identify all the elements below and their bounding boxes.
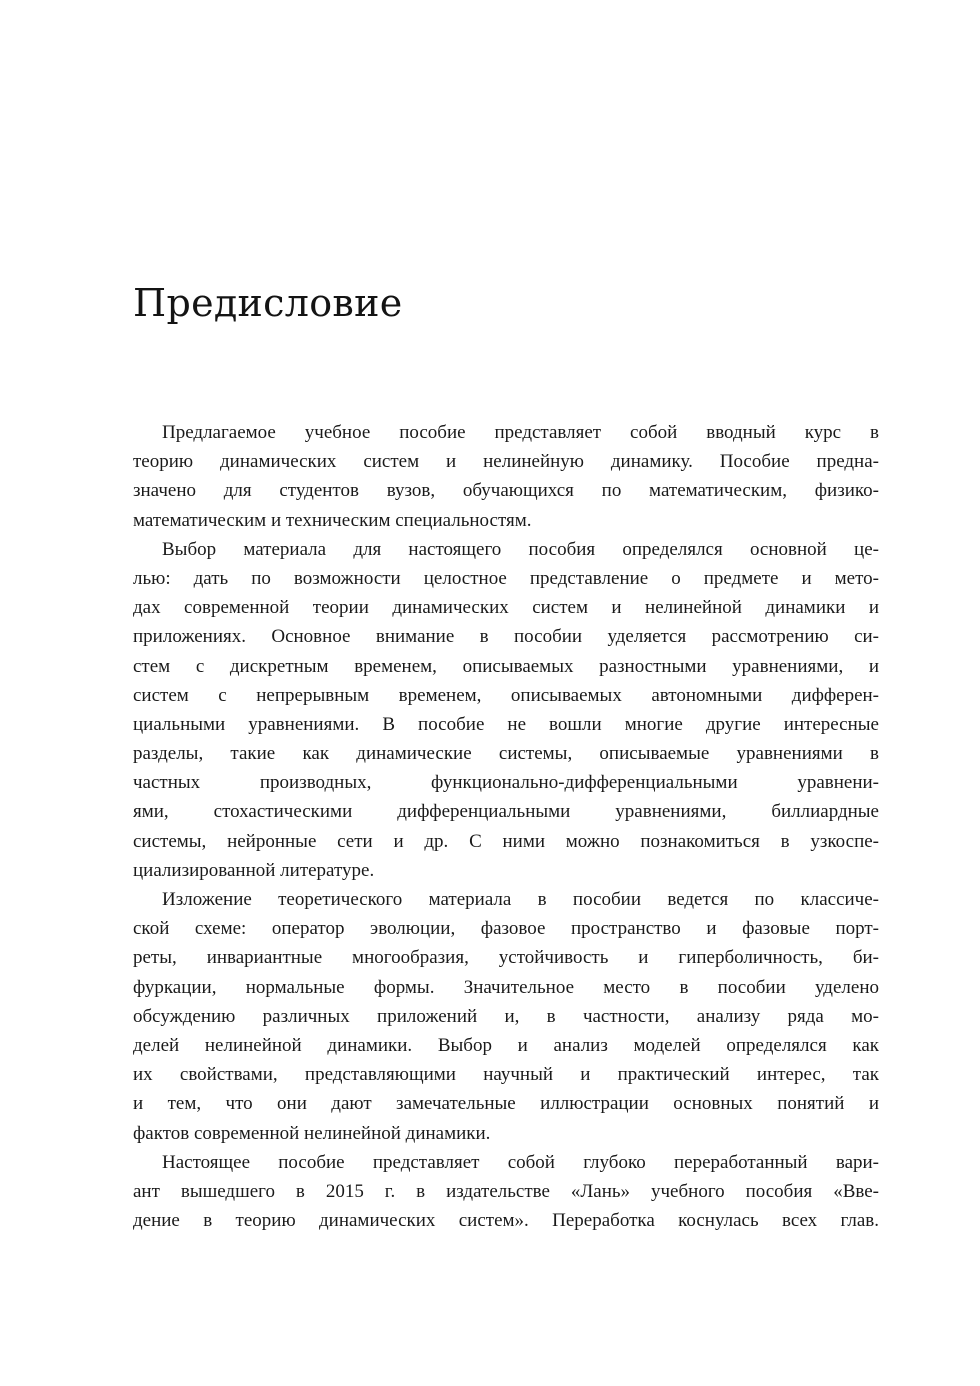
text-line: ской схеме: оператор эволюции, фазовое пространство и фазовые порт-	[133, 918, 879, 940]
paragraph-2	[133, 535, 879, 885]
text-line: стем с дискретным временем, описываемых разностными уравнениями, и	[133, 655, 879, 677]
text-line: циализированной литературе.	[133, 859, 375, 881]
text-line: значено для студентов вузов, обучающихся по математическим, физико-	[133, 480, 879, 502]
text-line: математическим и техническим специальностям.	[133, 509, 532, 531]
text-line: циальными уравнениями. В пособие не вошли многие другие интересные	[133, 713, 879, 735]
body-text	[133, 418, 879, 1235]
text-line: реты, инвариантные многообразия, устойчивость и гиперболичность, би-	[133, 947, 879, 969]
text-line: Предлагаемое учебное пособие представляет собой вводный курс в	[162, 422, 879, 443]
text-line: разделы, такие как динамические системы, описываемые уравнениями в	[133, 743, 879, 765]
paragraph-3	[133, 885, 879, 1148]
text-line: теорию динамических систем и нелинейную динамику. Пособие предна-	[133, 451, 879, 473]
text-line: их свойствами, представляющими научный и практический интерес, так	[133, 1064, 879, 1086]
paragraph-1	[133, 418, 879, 535]
text-line: фуркации, нормальные формы. Значительное место в пособии уделено	[133, 976, 879, 998]
text-line: лью: дать по возможности целостное представление о предмете и мето-	[133, 567, 879, 589]
text-line: дение в теорию динамических систем». Переработка коснулась всех глав.	[133, 1210, 879, 1232]
text-line: и тем, что они дают замечательные иллюстрации основных понятий и	[133, 1093, 879, 1115]
text-line: Изложение теоретического материала в пособии ведется по классиче-	[162, 889, 879, 910]
text-line: ант вышедшего в 2015 г. в издательстве «Лань» учебного пособия «Вве-	[133, 1180, 879, 1202]
text-line: частных производных, функционально-дифференциальными уравнени-	[133, 772, 879, 794]
text-line: ями, стохастическими дифференциальными уравнениями, биллиардные	[133, 801, 879, 823]
text-line: Выбор материала для настоящего пособия определялся основной це-	[162, 538, 879, 560]
text-line: дах современной теории динамических систем и нелинейной динамики и	[133, 597, 879, 619]
text-line: систем с непрерывным временем, описываемых автономными дифферен-	[133, 684, 879, 706]
text-line: фактов современной нелинейной динамики.	[133, 1122, 491, 1144]
text-line: делей нелинейной динамики. Выбор и анализ моделей определялся как	[133, 1034, 879, 1056]
text-line: приложениях. Основное внимание в пособии уделяется рассмотрению си-	[133, 626, 879, 648]
text-line: Настоящее пособие представляет собой глубоко переработанный вари-	[162, 1151, 879, 1173]
chapter-title: Предисловие	[133, 281, 403, 325]
text-line: обсуждению различных приложений и, в частности, анализу ряда мо-	[133, 1005, 879, 1027]
text-line: системы, нейронные сети и др. С ними можно познакомиться в узкоспе-	[133, 830, 879, 852]
paragraph-4	[133, 1148, 879, 1236]
